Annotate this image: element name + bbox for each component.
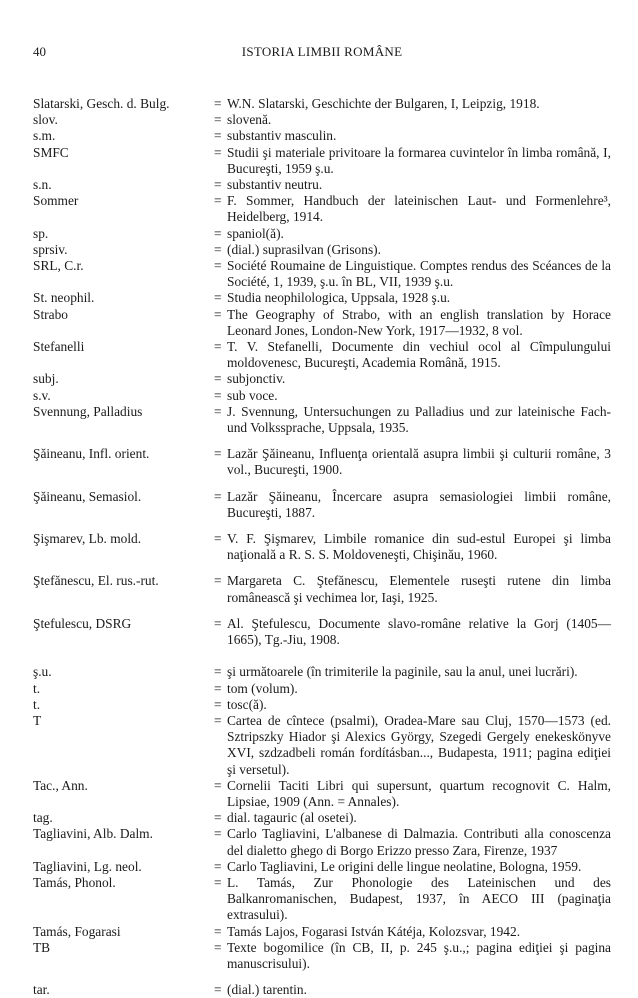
entry-abbreviation: SMFC (33, 144, 69, 160)
entry-definition: T. V. Stefanelli, Documente din vechiul ocol al Cîmpulungului moldovenesc, Bucureşti, Academia Română, 1915. (227, 339, 611, 371)
entry-abbreviation: Ştefănescu, El. rus.-rut. (33, 573, 159, 589)
entry-abbreviation: T (33, 712, 42, 728)
abbreviation-entry (33, 112, 611, 128)
entry-definition: dial. tagauric (al osetei). (227, 810, 357, 826)
abbreviation-entry (33, 242, 611, 258)
entry-abbreviation: Tamás, Fogarasi (33, 923, 121, 939)
entry-equals: = (214, 112, 222, 128)
entry-definition: substantiv masculin. (227, 128, 337, 144)
entry-abbreviation: t. (33, 680, 41, 696)
entry-definition: Al. Ştefulescu, Documente slavo-române relative la Gorj (1405—1665), Tg.-Jiu, 1908. (227, 615, 611, 648)
entry-equals: = (214, 387, 222, 403)
entry-gap (33, 972, 611, 982)
entry-definition: tosc(ă). (227, 696, 267, 712)
entry-definition: Studii şi materiale privitoare la formarea cuvintelor în limba română, I, Bucureşti, 1959 ş.u. (227, 144, 611, 176)
entry-definition: (dial.) suprasilvan (Grisons). (227, 241, 381, 257)
entry-equals: = (214, 696, 222, 712)
abbreviation-entry (33, 664, 611, 680)
abbreviation-entry (33, 388, 611, 404)
entry-gap (33, 479, 611, 489)
entry-abbreviation: Tamás, Phonol. (33, 874, 116, 890)
entry-abbreviation: Tac., Ann. (33, 777, 88, 793)
entry-abbreviation: Svennung, Palladius (33, 403, 143, 419)
abbreviation-entry (33, 193, 611, 225)
entry-equals: = (214, 826, 222, 842)
entry-definition: W.N. Slatarski, Geschichte der Bulgaren, I, Leipzig, 1918. (227, 96, 540, 111)
entry-equals: = (214, 712, 222, 728)
entry-abbreviation: Ştefulescu, DSRG (33, 615, 132, 631)
entry-gap (33, 606, 611, 616)
entry-definition: Studia neophilologica, Uppsala, 1928 ş.u. (227, 290, 451, 306)
entry-definition: Société Roumaine de Linguistique. Comptes rendus des Scéances de la Société, 1, 1939, ş.u. în BL, VII, 1939 ş.u. (227, 258, 611, 290)
entry-abbreviation: sprsiv. (33, 241, 68, 257)
entry-abbreviation: tag. (33, 810, 53, 826)
entry-abbreviation: slov. (33, 112, 58, 128)
page-header (33, 44, 611, 64)
entry-definition: L. Tamás, Zur Phonologie des Lateinischen und des Balkanromanischen, Budapest, 1937, în AECO III (paginaţia extrasului). (227, 874, 611, 923)
entry-definition: Texte bogomilice (în CB, II, p. 245 ş.u.,; pagina ediţiei şi pagina manuscrisului). (227, 939, 611, 971)
entry-abbreviation: TB (33, 939, 51, 955)
entry-equals: = (214, 225, 222, 241)
entry-equals: = (214, 306, 222, 322)
abbreviation-entry (33, 339, 611, 371)
entry-abbreviation: Strabo (33, 306, 68, 322)
entry-equals: = (214, 258, 222, 274)
entry-abbreviation: Şăineanu, Semasiol. (33, 488, 142, 504)
entry-equals: = (214, 982, 222, 998)
entry-definition: subjonctiv. (227, 371, 286, 387)
entry-definition: J. Svennung, Untersuchungen zu Palladius und zur lateinische Fach- und Volkssprache, Uppsala, 1935. (227, 403, 611, 436)
abbreviation-entry (33, 875, 611, 924)
abbreviation-entry (33, 446, 611, 478)
entry-equals: = (214, 488, 222, 504)
abbreviation-entry (33, 940, 611, 972)
entry-abbreviation: Stefanelli (33, 339, 85, 355)
entry-equals: = (214, 664, 222, 680)
entry-definition: şi următoarele (în trimiterile la paginile, sau la anul, unei lucrări). (227, 664, 578, 680)
entry-equals: = (214, 144, 222, 160)
abbreviation-entry (33, 307, 611, 339)
abbreviation-entry (33, 226, 611, 242)
entry-abbreviation: Şăineanu, Infl. orient. (33, 446, 150, 462)
entry-definition: Tamás Lajos, Fogarasi István Kátéja, Kolozsvar, 1942. (227, 923, 521, 939)
abbreviation-entry (33, 258, 611, 290)
entry-abbreviation: Slatarski, Gesch. d. Bulg. (33, 96, 170, 111)
entry-definition: Margareta C. Ştefănescu, Elementele ruseşti rutene din limba românească şi vechimea lor, Iaşi, 1925. (227, 573, 611, 605)
entry-abbreviation: tar. (33, 982, 50, 998)
entry-equals: = (214, 615, 222, 631)
abbreviation-entry (33, 489, 611, 521)
abbreviation-list (33, 96, 611, 998)
entry-gap (33, 563, 611, 573)
entry-equals: = (214, 777, 222, 793)
entry-abbreviation: subj. (33, 371, 59, 387)
abbreviation-entry (33, 681, 611, 697)
abbreviation-entry (33, 177, 611, 193)
abbreviation-entry (33, 826, 611, 858)
entry-abbreviation: Tagliavini, Lg. neol. (33, 858, 142, 874)
entry-gap (33, 521, 611, 531)
abbreviation-entry (33, 531, 611, 563)
entry-abbreviation: t. (33, 696, 41, 712)
entry-equals: = (214, 290, 222, 306)
entry-definition: F. Sommer, Handbuch der lateinischen Laut- und Formenlehre³, Heidelberg, 1914. (227, 193, 611, 225)
abbreviation-entry (33, 616, 611, 648)
entry-definition: Cornelii Taciti Libri qui supersunt, quartum recognovit C. Halm, Lipsiae, 1909 (Ann. = Annales). (227, 777, 611, 809)
entry-equals: = (214, 241, 222, 257)
entry-equals: = (214, 193, 222, 209)
entry-equals: = (214, 858, 222, 874)
entry-definition: V. F. Şişmarev, Limbile romanice din sud-estul Europei şi limba naţională a R. S. S. Moldoveneşti, Chişinău, 1960. (227, 531, 611, 563)
entry-abbreviation: sp. (33, 225, 49, 241)
entry-definition: sub voce. (227, 387, 278, 403)
entry-equals: = (214, 680, 222, 696)
entry-abbreviation: s.v. (33, 387, 51, 403)
entry-definition: spaniol(ă). (227, 225, 284, 241)
abbreviation-entry (33, 404, 611, 436)
entry-equals: = (214, 923, 222, 939)
entry-definition: tom (volum). (227, 680, 298, 696)
entry-equals: = (214, 128, 222, 144)
abbreviation-entry (33, 697, 611, 713)
entry-equals: = (214, 939, 222, 955)
abbreviation-entry (33, 371, 611, 387)
abbreviation-entry (33, 810, 611, 826)
entry-equals: = (214, 531, 222, 547)
entry-equals: = (214, 371, 222, 387)
abbreviation-entry (33, 713, 611, 778)
entry-definition: Cartea de cîntece (psalmi), Oradea-Mare sau Cluj, 1570—1573 (ed. Sztripszky Hiador şi Alexics György, Szegedi Gergely enekeskönyve XVI, szdzadbeli román fordításban..., Budapesta, 1911; pagina ediţiei şi versetul). (227, 712, 611, 777)
abbreviation-entry (33, 290, 611, 306)
entry-equals: = (214, 573, 222, 589)
entry-definition: slovenă. (227, 112, 272, 128)
entry-abbreviation: ş.u. (33, 664, 52, 680)
entry-definition: The Geography of Strabo, with an english translation by Horace Leonard Jones, London-New York, 1917—1932, 8 vol. (227, 306, 611, 338)
entry-abbreviation: Şişmarev, Lb. mold. (33, 531, 142, 547)
entry-gap (33, 436, 611, 446)
abbreviation-entry (33, 145, 611, 177)
entry-equals: = (214, 96, 222, 111)
entry-equals: = (214, 403, 222, 419)
entry-gap (33, 648, 611, 664)
entry-definition: substantiv neutru. (227, 177, 323, 193)
entry-definition: (dial.) tarentin. (227, 982, 307, 998)
abbreviation-entry (33, 96, 611, 112)
abbreviation-entry (33, 778, 611, 810)
entry-abbreviation: St. neophil. (33, 290, 95, 306)
entry-equals: = (214, 810, 222, 826)
entry-equals: = (214, 446, 222, 462)
abbreviation-entry (33, 924, 611, 940)
abbreviation-entry (33, 573, 611, 605)
running-head: ISTORIA LIMBII ROMÂNE (241, 44, 403, 59)
page-number: 40 (33, 44, 46, 59)
entry-equals: = (214, 177, 222, 193)
abbreviation-entry (33, 859, 611, 875)
entry-abbreviation: Sommer (33, 193, 79, 209)
entry-definition: Carlo Tagliavini, Le origini delle lingue neolatine, Bologna, 1959. (227, 858, 582, 874)
entry-definition: Carlo Tagliavini, L'albanese di Dalmazia. Contributi alla conoscenza del dialetto ghego di Borgo Erizzo presso Zara, Firenze, 1937 (227, 826, 611, 858)
entry-abbreviation: s.n. (33, 177, 52, 193)
entry-abbreviation: s.m. (33, 128, 56, 144)
entry-equals: = (214, 339, 222, 355)
entry-abbreviation: Tagliavini, Alb. Dalm. (33, 826, 153, 842)
abbreviation-entry (33, 128, 611, 144)
entry-abbreviation: SRL, C.r. (33, 258, 84, 274)
entry-definition: Lazăr Şăineanu, Încercare asupra semasiologiei limbii române, Bucureşti, 1887. (227, 488, 611, 520)
entry-definition: Lazăr Şăineanu, Influenţa orientală asupra limbii şi culturii române, 3 vol., Bucureşti, 1900. (227, 446, 611, 478)
entry-equals: = (214, 874, 222, 890)
